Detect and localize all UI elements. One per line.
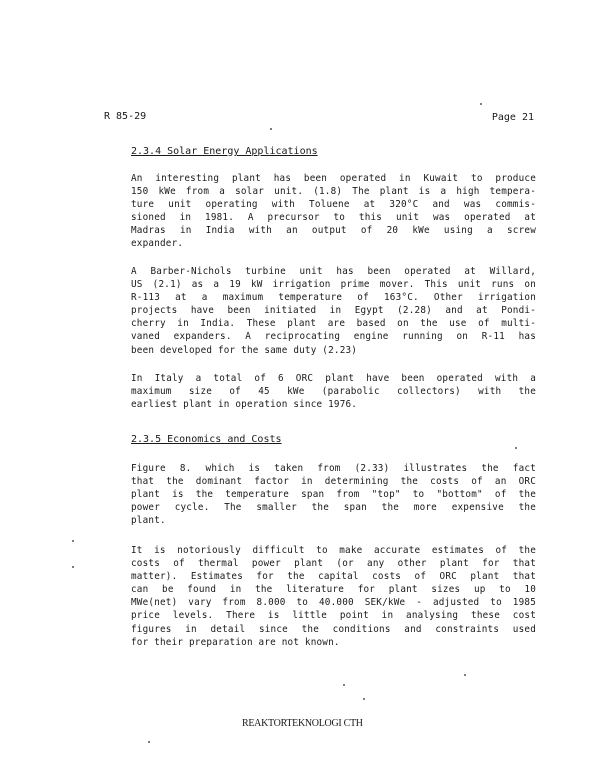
text-line: power cycle. The smaller the span the more expensive the	[131, 502, 536, 514]
text-line: figures in detail since the conditions and constraints used	[131, 623, 536, 635]
section-heading-solar: 2.3.4 Solar Energy Applications	[131, 146, 318, 157]
scan-speck	[515, 447, 517, 449]
section-heading-economics: 2.3.5 Economics and Costs	[131, 434, 282, 445]
text-line: Madras in India with an output of 20 kWe using a screw	[131, 225, 536, 237]
paragraph-kuwait	[131, 172, 536, 251]
text-line: been developed for the same duty (2.23)	[131, 344, 358, 356]
paragraph-barber-nichols	[131, 265, 536, 357]
footer-institution: REAKTORTEKNOLOGI CTH	[242, 718, 363, 729]
text-line: MWe(net) vary from 8.000 to 40.000 SEK/kWe - adjusted to 1985	[131, 597, 536, 609]
scan-speck	[343, 684, 345, 686]
text-line: price levels. There is little point in analysing these cost	[131, 610, 536, 622]
text-line: that the dominant factor in determining the costs of an ORC	[131, 476, 536, 488]
paragraph-cost-estimates	[131, 544, 536, 649]
text-line: US (2.1) as a 19 kW irrigation prime mover. This unit runs on	[131, 279, 536, 291]
text-line: An interesting plant has been operated in Kuwait to produce	[131, 173, 536, 184]
paragraph-figure-8	[131, 462, 536, 527]
scan-speck	[363, 698, 365, 700]
text-line: cherry in India. These plant are based on the use of multi-	[131, 318, 536, 330]
text-line: sioned in 1981. A precursor to this unit was operated at	[131, 212, 536, 224]
text-line: earliest plant in operation since 1976.	[131, 399, 358, 411]
text-line: R-113 at a maximum temperature of 163°C. Other irrigation	[131, 292, 536, 304]
text-line: can be found in the literature for plant sizes up to 10	[131, 584, 536, 596]
text-line: projects have been initiated in Egypt (2.28) and at Pondi-	[131, 305, 536, 317]
text-line: In Italy a total of 6 ORC plant have been operated with a	[131, 373, 536, 384]
text-line: Figure 8. which is taken from (2.33) illustrates the fact	[131, 463, 536, 474]
scan-speck	[148, 741, 150, 743]
text-line: matter). Estimates for the capital costs of ORC plant that	[131, 571, 536, 583]
text-line: plant.	[131, 515, 166, 527]
text-line: ture unit operating with Toluene at 320°C and was commis-	[131, 199, 536, 211]
text-line: maximum size of 45 kWe (parabolic collectors) with the	[131, 386, 536, 398]
scan-speck	[72, 540, 74, 542]
document-id: R 85-29	[104, 111, 147, 122]
scan-speck	[464, 674, 466, 676]
text-line: It is notoriously difficult to make accurate estimates of the	[131, 545, 536, 556]
scan-speck	[72, 566, 74, 568]
text-line: costs of thermal power plant (or any other plant for that	[131, 558, 536, 570]
text-line: expander.	[131, 238, 184, 250]
text-line: A Barber-Nichols turbine unit has been operated at Willard,	[131, 266, 536, 277]
text-line: 150 kWe from a solar unit. (1.8) The plant is a high tempera-	[131, 186, 536, 198]
page-number: Page 21	[491, 112, 534, 123]
text-line: for their preparation are not known.	[131, 636, 340, 648]
scan-speck	[480, 103, 482, 105]
scan-speck	[270, 128, 272, 130]
text-line: vaned expanders. A reciprocating engine running on R-11 has	[131, 331, 536, 343]
text-line: plant is the temperature span from "top" to "bottom" of the	[131, 489, 536, 501]
paragraph-italy	[131, 372, 536, 411]
